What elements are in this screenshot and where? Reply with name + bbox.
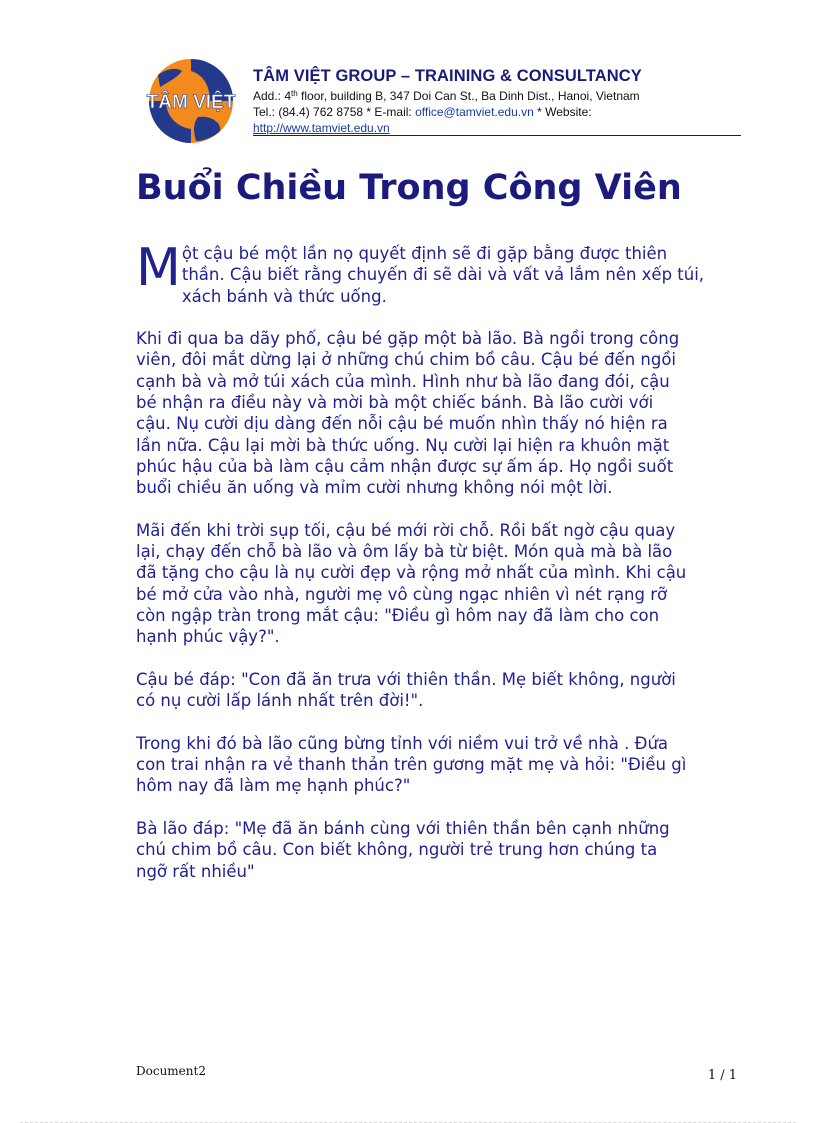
paragraph-2: Khi đi qua ba dãy phố, cậu bé gặp một bà lão. Bà ngồi trong công viên, đôi mắt dừng lại ở những chú chim bồ câu. Cậu bé đến ngồi cạnh bà và mở túi xách của mình. Hình như bà lão đang đói, cậu bé nhận ra điều này và mời bà một chiếc bánh. Bà lão cười với cậu. Nụ cười dịu dàng đến nỗi cậu bé muốn nhìn thấy nó hiện ra lần nữa. Cậu lại mời bà thức uống. Nụ cười lại hiện ra khuôn mặt phúc hậu của bà làm cậu cảm nhận được sự ấm áp. Họ ngồi suốt buổi chiều ăn uống và mỉm cười nhưng không nói một lời.: [136, 329, 680, 498]
globe-logo-icon: [136, 57, 246, 145]
organization-contact: Tel.: (84.4) 762 8758 * E-mail: office@tamviet.edu.vn * Website:: [253, 105, 592, 119]
paragraph-6: Bà lão đáp: "Mẹ đã ăn bánh cùng với thiên thần bên cạnh những chú chim bồ câu. Con biết không, người trẻ trung hơn chúng ta ngỡ rất nhiều": [136, 819, 670, 881]
organization-website: [253, 121, 390, 135]
website-link[interactable]: http://www.tamviet.edu.vn: [253, 121, 390, 135]
organization-address: Add.: 4th floor, building B, 347 Doi Can St., Ba Dinh Dist., Hanoi, Vietnam: [253, 89, 640, 103]
tamviet-logo: [136, 57, 246, 145]
logo-wordmark: TÂM VIỆT: [146, 92, 236, 113]
paragraph-4: Cậu bé đáp: "Con đã ăn trưa với thiên thần. Mẹ biết không, người có nụ cười lấp lánh nhất trên đời!".: [136, 669, 676, 711]
header-divider: [253, 135, 741, 136]
footer-page-number: 1 / 1: [707, 1068, 737, 1083]
document-body: [136, 237, 736, 903]
paragraph-5: Trong khi đó bà lão cũng bừng tỉnh với niềm vui trở về nhà . Đứa con trai nhận ra vẻ thanh thản trên gương mặt mẹ và hỏi: "Điều gì hôm nay đã làm mẹ hạnh phúc?": [136, 733, 687, 796]
paragraph-1: Một cậu bé một lần nọ quyết định sẽ đi gặp bằng được thiên thần. Cậu biết rằng chuyến đi sẽ dài và vất vả lắm nên xếp túi, xách bánh và thức uống.: [136, 238, 705, 306]
footer-document-name: Document2: [136, 1064, 206, 1078]
drop-cap: M: [136, 238, 181, 298]
document-title: Buổi Chiều Trong Công Viên: [136, 168, 682, 208]
email-link[interactable]: office@tamviet.edu.vn: [415, 105, 534, 119]
paragraph-3: Mãi đến khi trời sụp tối, cậu bé mới rời chỗ. Rồi bất ngờ cậu quay lại, chạy đến chỗ bà lão và ôm lấy bà từ biệt. Món quà mà bà lão đã tặng cho cậu là nụ cười đẹp và rộng mở nhất của mình. Khi cậu bé mở cửa vào nhà, người mẹ vô cùng ngạc nhiên vì nét rạng rỡ còn ngập tràn trong mắt cậu: "Điều gì hôm nay đã làm cho con hạnh phúc vậy?".: [136, 520, 687, 647]
organization-name: TÂM VIỆT GROUP – TRAINING & CONSULTANCY: [253, 67, 642, 85]
